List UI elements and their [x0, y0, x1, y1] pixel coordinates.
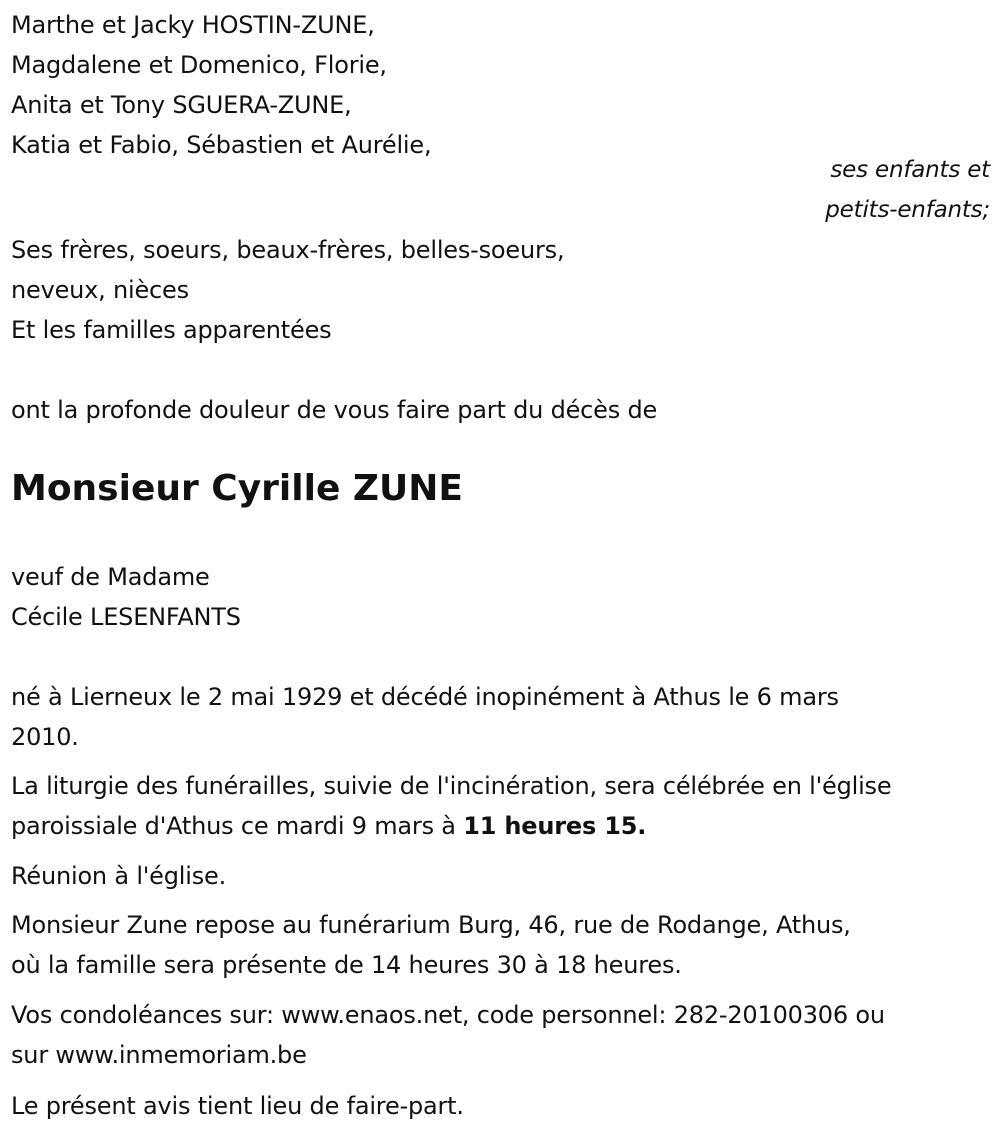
deceased-name: Monsieur Cyrille ZUNE: [11, 468, 463, 509]
birth-death-line: né à Lierneux le 2 mai 1929 et décédé inopinément à Athus le 6 mars: [11, 683, 839, 711]
relation-label: petits-enfants;: [825, 197, 990, 223]
relatives-line: Ses frères, soeurs, beaux-frères, belles-soeurs,: [11, 236, 565, 264]
announcement-text: ont la profonde douleur de vous faire part du décès de: [11, 396, 658, 424]
family-line: Marthe et Jacky HOSTIN-ZUNE,: [11, 11, 375, 39]
liturgy-time: 11 heures 15.: [463, 812, 647, 840]
condolences-line: sur www.inmemoriam.be: [11, 1041, 307, 1069]
family-line: Anita et Tony SGUERA-ZUNE,: [11, 91, 352, 119]
relatives-line: neveux, nièces: [11, 276, 189, 304]
repose-line: Monsieur Zune repose au funérarium Burg, 46, rue de Rodange, Athus,: [11, 911, 851, 939]
meeting-text: Réunion à l'église.: [11, 862, 227, 890]
family-line: Katia et Fabio, Sébastien et Aurélie,: [11, 131, 432, 159]
liturgy-line: [11, 811, 646, 841]
relatives-line: Et les familles apparentées: [11, 316, 332, 344]
widow-line: Cécile LESENFANTS: [11, 603, 241, 631]
repose-line: où la famille sera présente de 14 heures 30 à 18 heures.: [11, 951, 682, 979]
liturgy-text: paroissiale d'Athus ce mardi 9 mars à: [11, 812, 464, 840]
relation-label: ses enfants et: [830, 157, 990, 183]
closing-text: Le présent avis tient lieu de faire-part.: [11, 1092, 464, 1120]
widow-line: veuf de Madame: [11, 563, 210, 591]
liturgy-line: La liturgie des funérailles, suivie de l'incinération, sera célébrée en l'église: [11, 772, 892, 800]
birth-death-line: 2010.: [11, 723, 79, 751]
condolences-line: Vos condoléances sur: www.enaos.net, code personnel: 282-20100306 ou: [11, 1001, 885, 1029]
family-line: Magdalene et Domenico, Florie,: [11, 51, 387, 79]
